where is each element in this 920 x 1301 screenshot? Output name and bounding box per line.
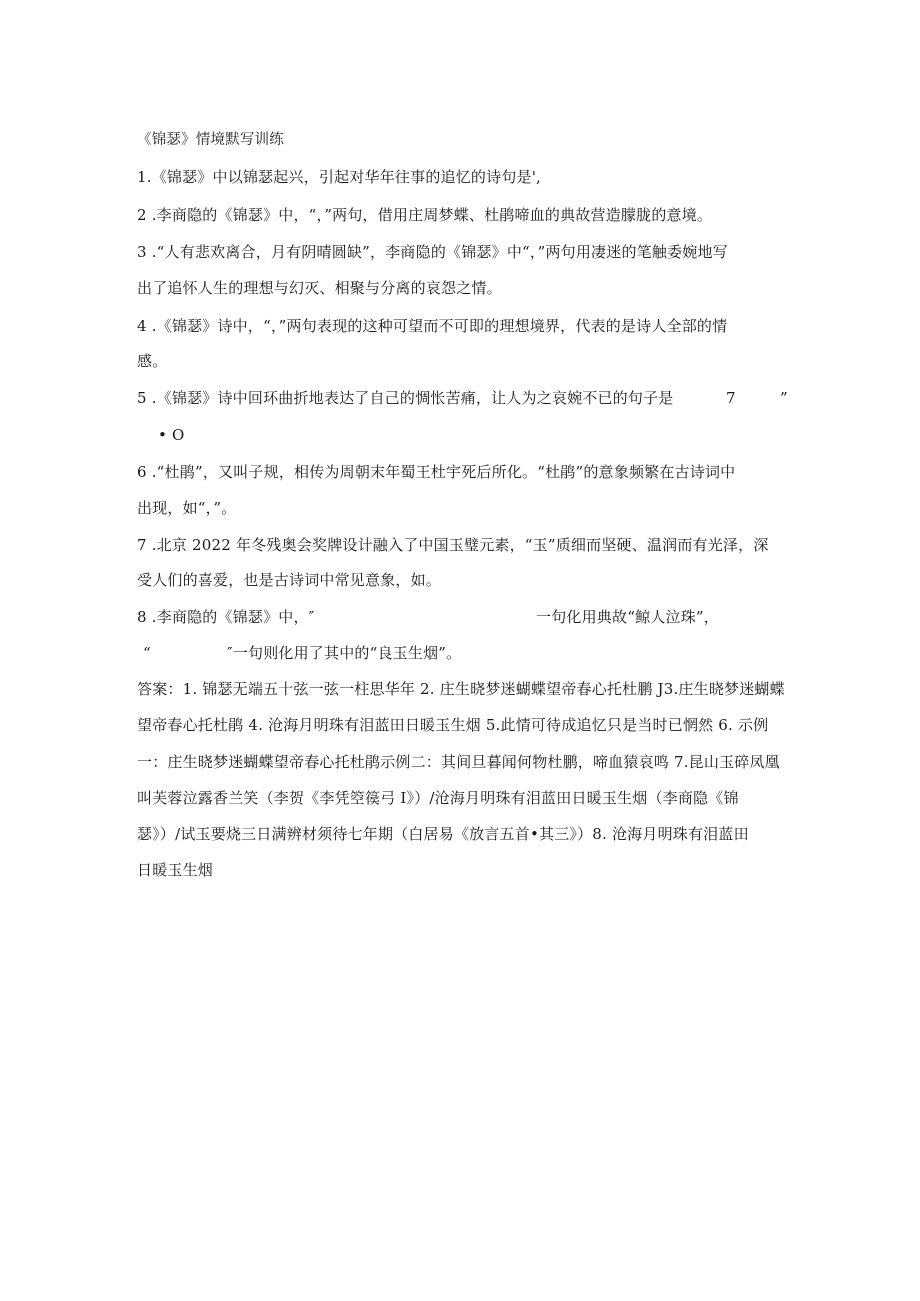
- question-5-mark-2: ”: [780, 389, 788, 407]
- answer-line-2: 望帝春心托杜鹃 4. 沧海月明珠有泪蓝田日暖玉生烟 5.此情可待成追忆只是当时已惘然 6. 示例: [137, 716, 769, 734]
- question-4-line-1: 4 .《锦瑟》诗中，“，”两句表现的这种可望而不可即的理想境界，代表的是诗人全部的情: [137, 317, 728, 335]
- question-8-line-1-b: 一句化用典故“鲸人泣珠”，: [536, 608, 719, 626]
- answer-line-5: 瑟》）/试玉要烧三日满辨材须待七年期（白居易《放言五首•其三》）8. 沧海月明珠有泪蓝田: [137, 825, 749, 843]
- question-5-line-2: • O: [158, 426, 185, 444]
- question-8-line-2-a: “: [143, 644, 151, 662]
- question-5-text: 5 .《锦瑟》诗中回环曲折地表达了自己的惆怅苦痛，让人为之哀婉不已的句子是: [137, 389, 674, 407]
- answer-line-3: 一：庄生晓梦迷蝴蝶望帝春心托杜鹃示例二：其间旦暮闻何物杜鹏，啼血猿哀鸣 7.昆山玉碎凤凰: [137, 753, 780, 771]
- answer-line-4: 叫芙蓉泣露香兰笑（李贺《李凭箜篌弓 I》）/沧海月明珠有泪蓝田日暖玉生烟（李商隐《锦: [137, 789, 739, 807]
- question-7-line-2: 受人们的喜爱，也是古诗词中常见意象，如。: [137, 571, 442, 589]
- document-title: 《锦瑟》情境默写训练: [137, 132, 284, 148]
- question-8-line-2-b: ″一句则化用了其中的“良玉生烟”。: [227, 644, 462, 662]
- question-4-line-2: 感。: [137, 352, 168, 370]
- question-6-line-2: 出现，如“，”。: [137, 499, 237, 517]
- question-7-line-1: 7 .北京 2022 年冬残奥会奖牌设计融入了中国玉璧元素，“玉”质细而坚硬、温润而有光泽，深: [137, 536, 769, 554]
- answer-line-1: 答案：1. 锦瑟无端五十弦一弦一柱思华年 2. 庄生晓梦迷蝴蝶望帝春心托杜鹏 J3.庄生晓梦迷蝴蝶: [137, 680, 785, 698]
- question-1: 1.《锦瑟》中以锦瑟起兴，引起对华年往事的追忆的诗句是',: [137, 168, 542, 186]
- question-2: 2 .李商隐的《锦瑟》中，“，”两句，借用庄周梦蝶、杜鹃啼血的典故营造朦胧的意境。: [137, 206, 713, 224]
- question-6-line-1: 6 .“杜鹃”，又叫子规，相传为周朝末年蜀王杜宇死后所化。“杜鹃”的意象频繁在古诗词中: [137, 463, 736, 481]
- question-3-line-1: 3 .“人有悲欢离合，月有阴晴圆缺”，李商隐的《锦瑟》中“，”两句用凄迷的笔触委婉地写: [137, 243, 728, 261]
- answer-line-6: 日暖玉生烟: [137, 861, 214, 879]
- question-3-line-2: 出了追怀人生的理想与幻灭、相聚与分离的哀怨之情。: [137, 279, 502, 297]
- question-5-line-1: [137, 388, 673, 408]
- question-5-mark-1: 7: [726, 389, 736, 407]
- question-8-line-1-a: 8 .李商隐的《锦瑟》中，″: [137, 608, 315, 626]
